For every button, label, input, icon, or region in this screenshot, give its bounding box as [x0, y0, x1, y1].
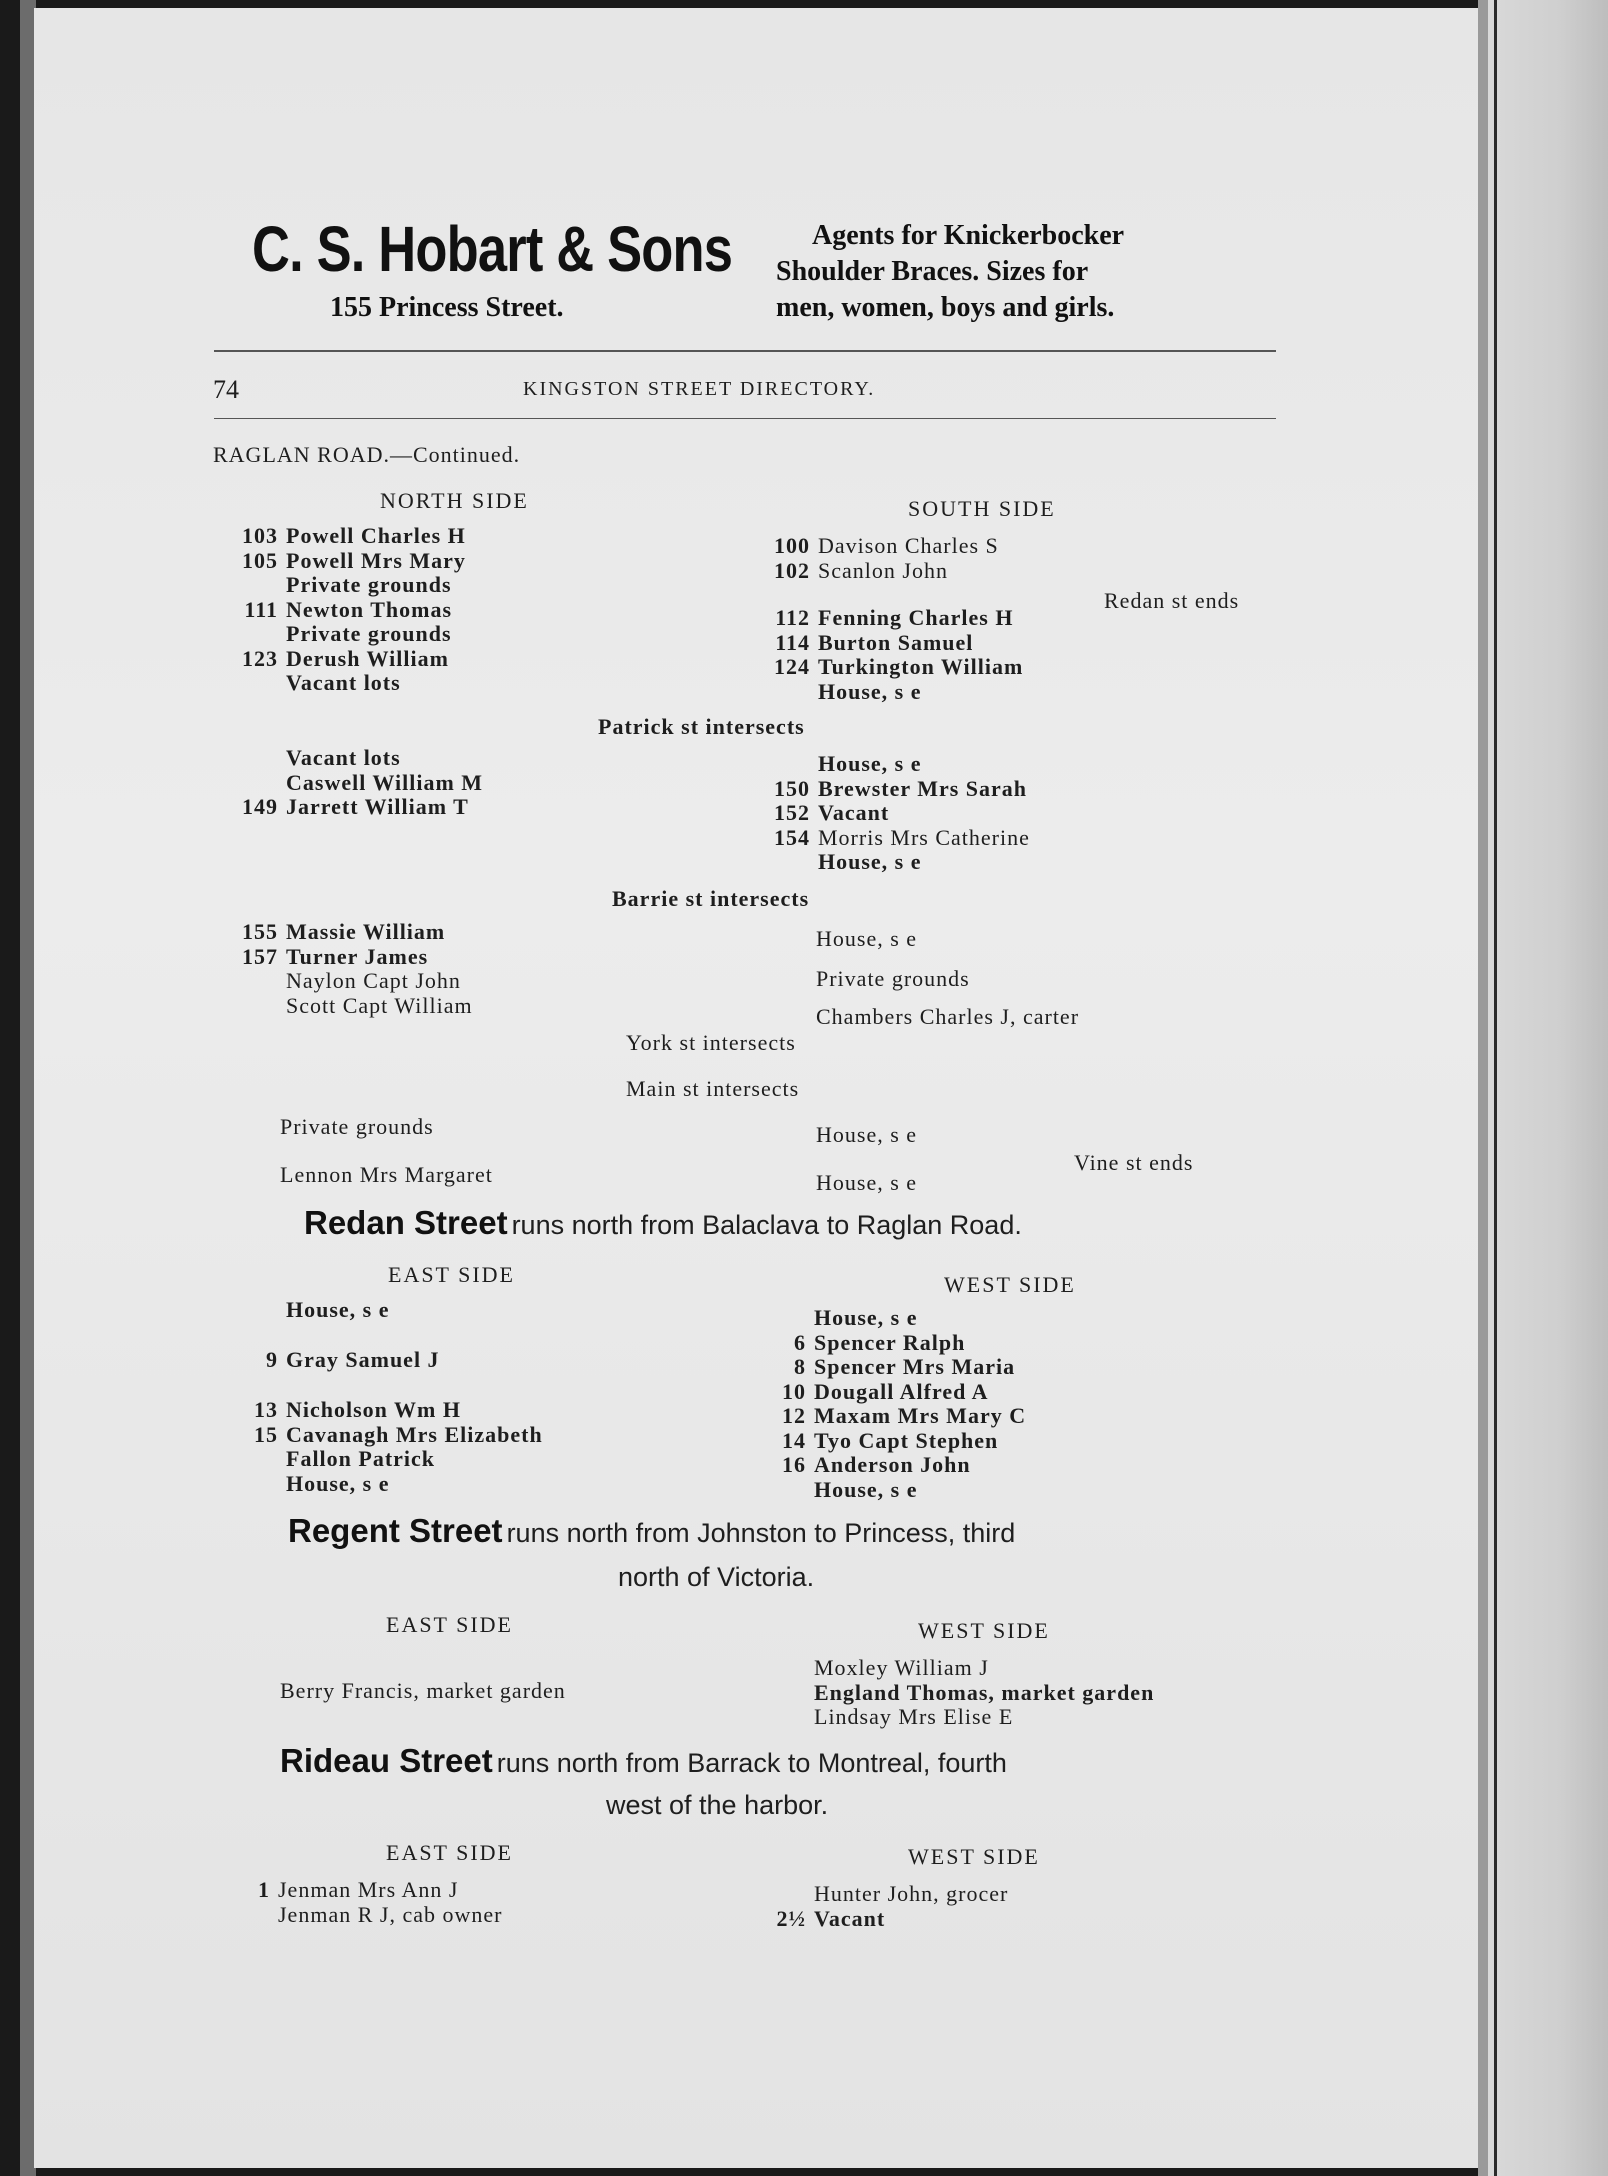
section-heading-raglan: RAGLAN ROAD.—Continued. — [213, 442, 521, 467]
list-item — [238, 524, 466, 549]
house-number — [770, 680, 818, 705]
house-number: 2½ — [776, 1905, 806, 1931]
list-item — [770, 559, 999, 584]
book-spine-area — [1488, 0, 1608, 2176]
list-item — [230, 1903, 502, 1928]
rideau-west-label: WEST SIDE — [908, 1844, 1040, 1869]
entry-text: House, s e — [286, 1470, 390, 1496]
ad-line-1: Agents for Knickerbocker — [812, 220, 1125, 251]
list-item — [238, 945, 473, 970]
house-number: 16 — [782, 1452, 806, 1477]
house-number: 102 — [774, 557, 810, 583]
house-number: 150 — [774, 775, 810, 801]
list-item — [770, 801, 1030, 826]
entry-text: Newton Thomas — [286, 596, 453, 622]
house-number — [238, 1298, 286, 1323]
house-number: 124 — [774, 654, 810, 679]
entry-text: Jarrett William T — [286, 794, 469, 819]
house-number — [770, 850, 818, 875]
house-number — [238, 746, 286, 771]
entry-text: House, s e — [818, 849, 922, 874]
entry-text: Davison Charles S — [818, 533, 999, 558]
house-number: 105 — [242, 547, 278, 573]
list-item — [238, 994, 473, 1019]
list-item — [770, 777, 1030, 802]
entry-text: Massie William — [286, 919, 446, 944]
york-intersects: York st intersects — [626, 1030, 796, 1055]
list-item — [766, 1705, 1154, 1730]
entry-text: Powell Charles H — [286, 523, 466, 548]
redan-east-house — [238, 1298, 390, 1323]
list-item — [766, 1656, 1154, 1681]
redan-east-block — [238, 1398, 543, 1496]
list-item — [770, 826, 1030, 851]
list-item — [766, 1478, 1026, 1503]
list-item — [238, 647, 466, 672]
entry-text: House, s e — [818, 678, 922, 704]
entry-text: Private grounds — [286, 572, 452, 597]
house-number — [238, 771, 286, 796]
ad-line-3: men, women, boys and girls. — [776, 292, 1115, 323]
entry-text: Fallon Patrick — [286, 1446, 436, 1471]
north-side-label: NORTH SIDE — [380, 488, 529, 513]
regent-description-2: north of Victoria. — [618, 1562, 815, 1592]
entry-text: Gray Samuel J — [286, 1347, 440, 1372]
house-number — [238, 994, 286, 1019]
entry-text: Vacant lots — [286, 745, 401, 770]
regent-west-label: WEST SIDE — [918, 1618, 1050, 1643]
house-number — [766, 1656, 814, 1681]
house-number — [238, 573, 286, 598]
house-number: 114 — [775, 629, 810, 655]
house-number — [238, 622, 286, 647]
house-number: 1 — [258, 1877, 270, 1902]
entry-text: Scanlon John — [818, 557, 948, 583]
list-item — [770, 534, 999, 559]
list-item — [238, 771, 483, 796]
raglan-north-lennon: Lennon Mrs Margaret — [280, 1162, 493, 1187]
list-item — [238, 1298, 390, 1323]
redan-west-block — [766, 1306, 1026, 1502]
rideau-description-2: west of the harbor. — [606, 1790, 829, 1820]
entry-text: Anderson John — [814, 1452, 971, 1477]
list-item — [238, 598, 466, 623]
list-item — [238, 969, 473, 994]
house-number — [766, 1478, 814, 1503]
entry-text: Vacant lots — [286, 670, 401, 695]
raglan-south-house-a: House, s e — [816, 1122, 918, 1147]
list-item — [766, 1306, 1026, 1331]
raglan-south-private: Private grounds — [816, 966, 970, 991]
regent-east-label: EAST SIDE — [386, 1612, 513, 1637]
list-item — [238, 573, 466, 598]
list-item — [770, 606, 1023, 631]
street-description: runs north from Balaclava to Raglan Road. — [511, 1210, 1022, 1240]
list-item — [766, 1380, 1026, 1405]
raglan-north-block-3 — [238, 920, 473, 1018]
raglan-north-private: Private grounds — [280, 1114, 434, 1139]
entry-text: Caswell William M — [286, 769, 484, 795]
rideau-street-heading — [280, 1742, 1007, 1780]
header-rule — [214, 418, 1276, 419]
entry-text: Nicholson Wm H — [286, 1397, 461, 1422]
house-number: 8 — [794, 1354, 806, 1379]
entry-text: House, s e — [814, 1305, 918, 1330]
list-item — [238, 671, 466, 696]
raglan-south-chambers: Chambers Charles J, carter — [816, 1004, 1080, 1029]
entry-text: Lindsay Mrs Elise E — [814, 1704, 1014, 1729]
regent-street-heading — [288, 1512, 1015, 1550]
list-item — [238, 920, 473, 945]
street-description: runs north from Johnston to Princess, third — [506, 1518, 1016, 1548]
entry-text: Spencer Mrs Maria — [814, 1354, 1016, 1379]
barrie-intersects: Barrie st intersects — [612, 886, 810, 911]
house-number: 112 — [775, 605, 810, 630]
south-side-label: SOUTH SIDE — [908, 496, 1056, 521]
house-number: 6 — [794, 1329, 806, 1355]
rideau-east-label: EAST SIDE — [386, 1840, 513, 1865]
list-item — [766, 1355, 1026, 1380]
house-number — [238, 1472, 286, 1497]
house-number: 10 — [782, 1378, 806, 1404]
house-number: 123 — [242, 645, 278, 671]
running-head: KINGSTON STREET DIRECTORY. — [523, 378, 876, 400]
house-number — [238, 671, 286, 696]
entry-text: Moxley William J — [814, 1655, 989, 1680]
list-item — [766, 1681, 1154, 1706]
house-number: 100 — [774, 533, 810, 558]
list-item — [238, 795, 483, 820]
page-edge-right — [1478, 0, 1488, 2176]
street-name: Rideau Street — [280, 1742, 493, 1779]
entry-text: Hunter John, grocer — [814, 1881, 1009, 1906]
entry-text: Turner James — [286, 943, 429, 969]
entry-text: England Thomas, market garden — [814, 1679, 1155, 1705]
house-number: 14 — [782, 1427, 806, 1453]
patrick-intersects: Patrick st intersects — [598, 714, 805, 739]
house-number — [238, 969, 286, 994]
house-number — [238, 1447, 286, 1472]
street-name: Redan Street — [304, 1204, 508, 1241]
ad-rule — [214, 350, 1276, 352]
entry-text: Dougall Alfred A — [814, 1378, 989, 1404]
entry-text: Fenning Charles H — [818, 605, 1014, 630]
house-number — [770, 752, 818, 777]
page-number: 74 — [213, 375, 239, 404]
list-item — [766, 1882, 1008, 1907]
entry-text: Naylon Capt John — [286, 968, 461, 993]
raglan-north-block-2 — [238, 746, 483, 820]
list-item — [770, 752, 1030, 777]
list-item — [766, 1331, 1026, 1356]
list-item — [238, 746, 483, 771]
house-number: 157 — [242, 943, 278, 969]
entry-text: House, s e — [286, 1297, 390, 1322]
house-number — [766, 1681, 814, 1706]
redan-street-heading — [304, 1204, 1022, 1242]
entry-text: Jenman R J, cab owner — [278, 1901, 503, 1927]
house-number — [766, 1306, 814, 1331]
entry-text: Cavanagh Mrs Elizabeth — [286, 1421, 543, 1447]
spine-line — [1494, 0, 1497, 2176]
redan-east-label: EAST SIDE — [388, 1262, 515, 1287]
entry-text: Turkington William — [818, 654, 1024, 679]
list-item — [238, 549, 466, 574]
entry-text: Private grounds — [286, 621, 452, 646]
list-item — [238, 1348, 440, 1373]
raglan-south-house-b: House, s e — [816, 1170, 918, 1195]
entry-text: House, s e — [814, 1476, 918, 1502]
vine-st-ends: Vine st ends — [1074, 1150, 1194, 1175]
ad-address: 155 Princess Street. — [330, 292, 564, 323]
entry-text: Morris Mrs Catherine — [818, 824, 1030, 850]
list-item — [238, 1423, 543, 1448]
rideau-west-block — [766, 1882, 1008, 1931]
rideau-east-block — [230, 1878, 502, 1927]
street-name: Regent Street — [288, 1512, 503, 1549]
list-item — [770, 655, 1023, 680]
redan-st-ends: Redan st ends — [1104, 588, 1240, 613]
list-item — [766, 1429, 1026, 1454]
entry-text: Powell Mrs Mary — [286, 547, 466, 573]
list-item — [238, 1447, 543, 1472]
raglan-north-block-1 — [238, 524, 466, 696]
list-item — [230, 1878, 502, 1903]
redan-west-label: WEST SIDE — [944, 1272, 1076, 1297]
entry-text: House, s e — [818, 751, 922, 776]
house-number: 154 — [774, 824, 810, 850]
list-item — [766, 1453, 1026, 1478]
ad-line-2: Shoulder Braces. Sizes for — [776, 256, 1089, 287]
list-item — [770, 631, 1023, 656]
list-item — [766, 1907, 1008, 1932]
entry-text: Tyo Capt Stephen — [814, 1427, 999, 1453]
house-number: 13 — [254, 1397, 278, 1422]
house-number: 149 — [242, 794, 278, 819]
street-description: runs north from Barrack to Montreal, fourth — [496, 1748, 1007, 1778]
house-number: 9 — [266, 1347, 278, 1372]
house-number: 152 — [774, 800, 810, 825]
list-item — [766, 1404, 1026, 1429]
raglan-south-block-2 — [770, 752, 1030, 875]
entry-text: Scott Capt William — [286, 992, 473, 1018]
entry-text: Jenman Mrs Ann J — [278, 1877, 459, 1902]
house-number: 15 — [254, 1421, 278, 1447]
house-number — [230, 1903, 278, 1928]
entry-text: Vacant — [818, 800, 890, 825]
raglan-south-block-1b — [770, 606, 1023, 704]
house-number: 12 — [782, 1403, 806, 1428]
entry-text: Burton Samuel — [818, 629, 974, 655]
regent-west-block — [766, 1656, 1154, 1730]
list-item — [238, 1472, 543, 1497]
main-intersects: Main st intersects — [626, 1076, 800, 1101]
raglan-south-block-1 — [770, 534, 999, 583]
house-number: 103 — [242, 523, 278, 548]
raglan-south-house: House, s e — [816, 926, 918, 951]
house-number — [766, 1705, 814, 1730]
house-number: 155 — [242, 919, 278, 944]
list-item — [770, 850, 1030, 875]
ad-firm-name: C. S. Hobart & Sons — [252, 213, 733, 285]
entry-text: Spencer Ralph — [814, 1329, 966, 1355]
regent-east-entry: Berry Francis, market garden — [280, 1678, 566, 1703]
entry-text: Derush William — [286, 645, 449, 671]
entry-text: Maxam Mrs Mary C — [814, 1403, 1027, 1428]
list-item — [770, 680, 1023, 705]
house-number — [766, 1882, 814, 1907]
redan-east-9 — [238, 1348, 440, 1373]
list-item — [238, 1398, 543, 1423]
list-item — [238, 622, 466, 647]
house-number: 111 — [244, 596, 278, 622]
entry-text: Brewster Mrs Sarah — [818, 775, 1028, 801]
entry-text: Vacant — [814, 1905, 886, 1931]
